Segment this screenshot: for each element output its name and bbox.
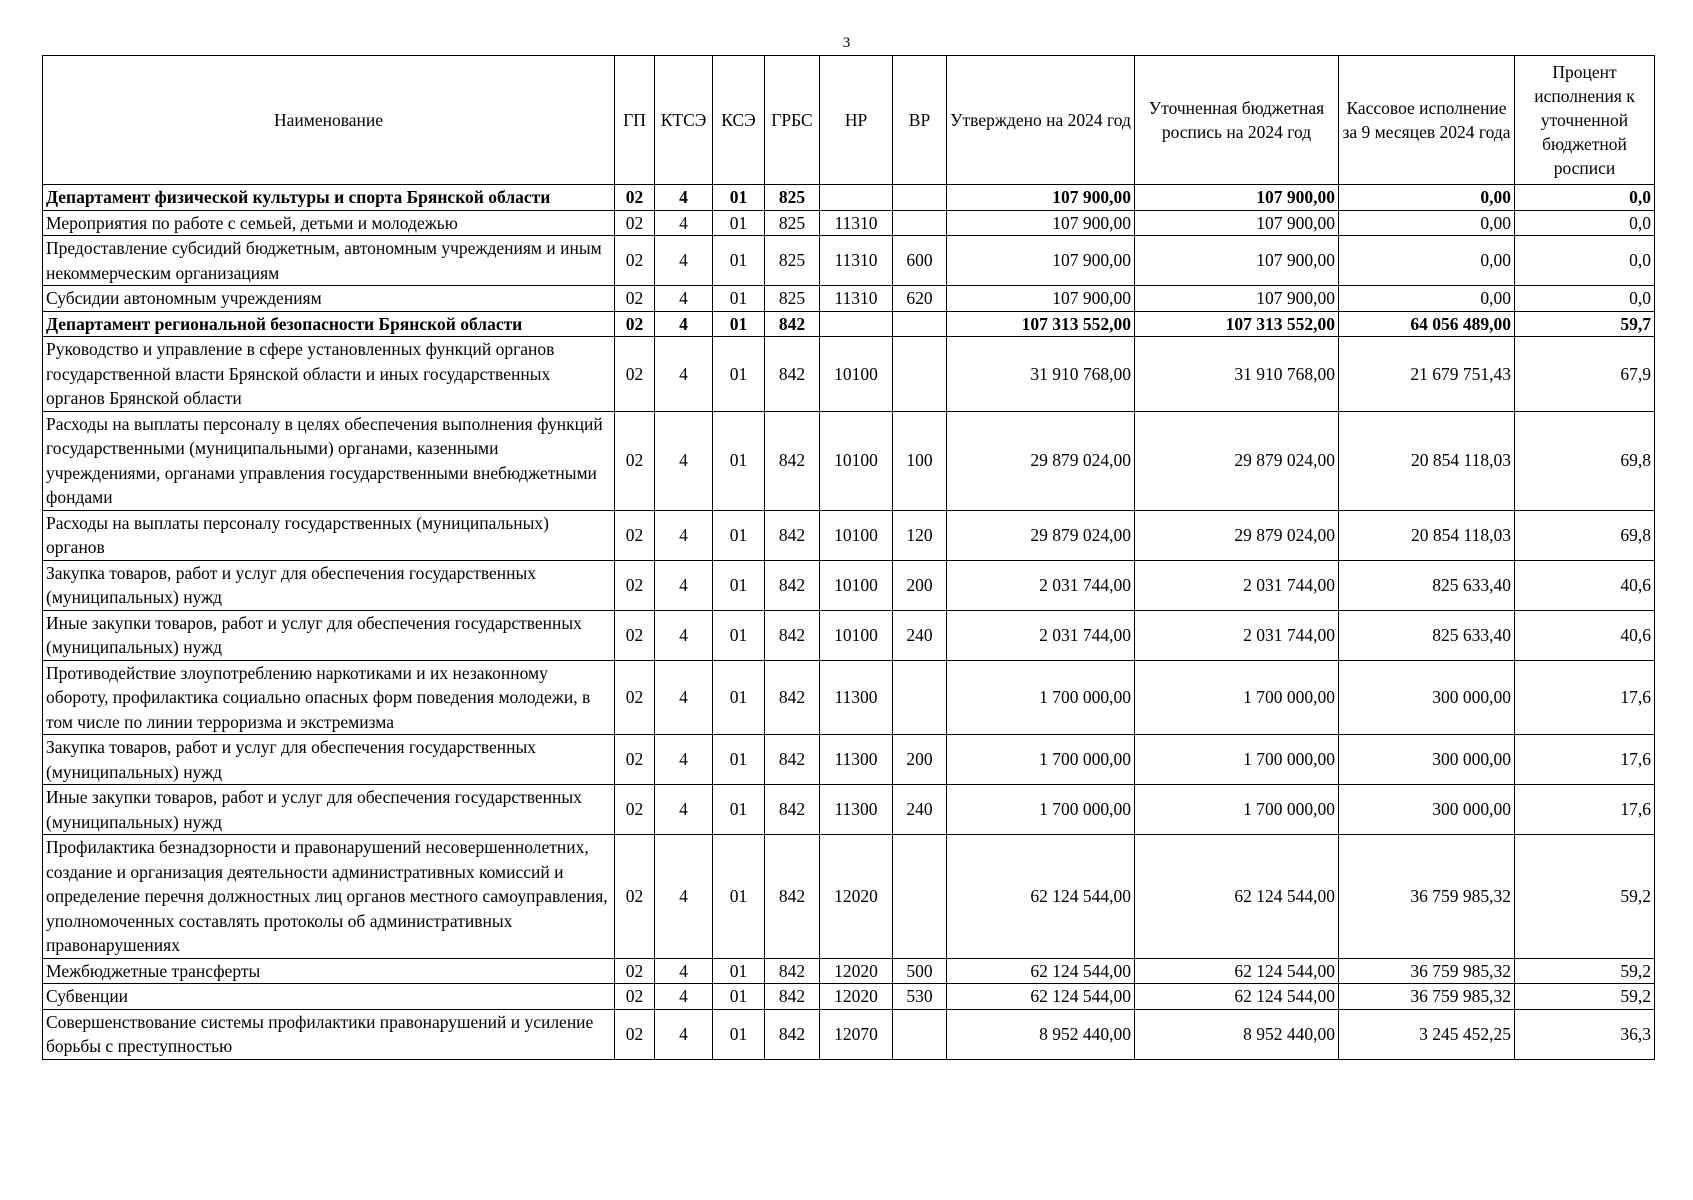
header-approved: Утверждено на 2024 год: [947, 56, 1135, 185]
cell-percent: 59,2: [1515, 958, 1655, 984]
cell-vr: [893, 185, 947, 211]
table-row: [43, 785, 1655, 835]
cell-approved: 29 879 024,00: [947, 510, 1135, 560]
cell-name: Расходы на выплаты персоналу в целях обеспечения выполнения функций государственными (муниципальными) органами, казенными учреждениями, органами управления государственными внебюджетными фондами: [43, 411, 615, 510]
cell-gp: 02: [615, 185, 655, 211]
cell-vr: 120: [893, 510, 947, 560]
cell-refined: 62 124 544,00: [1135, 984, 1339, 1010]
cell-grbs: 842: [765, 610, 820, 660]
cell-name: Субсидии автономным учреждениям: [43, 286, 615, 312]
cell-ktse: 4: [655, 185, 713, 211]
cell-approved: 107 900,00: [947, 286, 1135, 312]
table-row: [43, 1009, 1655, 1059]
header-vr: ВР: [893, 56, 947, 185]
cell-grbs: 825: [765, 236, 820, 286]
cell-approved: 1 700 000,00: [947, 660, 1135, 735]
table-row: [43, 411, 1655, 510]
cell-kse: 01: [713, 185, 765, 211]
cell-refined: 107 313 552,00: [1135, 311, 1339, 337]
cell-name: Межбюджетные трансферты: [43, 958, 615, 984]
cell-gp: 02: [615, 610, 655, 660]
cell-kse: 01: [713, 610, 765, 660]
cell-gp: 02: [615, 337, 655, 412]
cell-kse: 01: [713, 958, 765, 984]
table-row: [43, 510, 1655, 560]
cell-refined: 2 031 744,00: [1135, 610, 1339, 660]
cell-name: Руководство и управление в сфере установленных функций органов государственной власти Брянской области и иных государственных органов Брянской области: [43, 337, 615, 412]
cell-kse: 01: [713, 1009, 765, 1059]
cell-grbs: 842: [765, 958, 820, 984]
cell-grbs: 842: [765, 1009, 820, 1059]
cell-ktse: 4: [655, 236, 713, 286]
cell-nr: 12020: [820, 984, 893, 1010]
cell-approved: 107 900,00: [947, 210, 1135, 236]
cell-nr: 12070: [820, 1009, 893, 1059]
header-gp: ГП: [615, 56, 655, 185]
cell-nr: 11310: [820, 210, 893, 236]
cell-cash: 36 759 985,32: [1339, 984, 1515, 1010]
cell-percent: 69,8: [1515, 411, 1655, 510]
cell-percent: 59,7: [1515, 311, 1655, 337]
table-body: [43, 185, 1655, 1060]
cell-grbs: 825: [765, 286, 820, 312]
cell-grbs: 825: [765, 185, 820, 211]
cell-refined: 107 900,00: [1135, 210, 1339, 236]
cell-kse: 01: [713, 286, 765, 312]
cell-approved: 62 124 544,00: [947, 958, 1135, 984]
cell-nr: 11310: [820, 286, 893, 312]
cell-name: Иные закупки товаров, работ и услуг для обеспечения государственных (муниципальных) нужд: [43, 610, 615, 660]
cell-name: Противодействие злоупотреблению наркотиками и их незаконному обороту, профилактика социально опасных форм поведения молодежи, в том числе по линии терроризма и экстремизма: [43, 660, 615, 735]
cell-ktse: 4: [655, 958, 713, 984]
table-row: [43, 660, 1655, 735]
cell-nr: [820, 185, 893, 211]
cell-grbs: 842: [765, 337, 820, 412]
cell-nr: [820, 311, 893, 337]
cell-vr: 240: [893, 610, 947, 660]
cell-approved: 31 910 768,00: [947, 337, 1135, 412]
cell-approved: 107 900,00: [947, 185, 1135, 211]
cell-vr: 600: [893, 236, 947, 286]
cell-vr: [893, 660, 947, 735]
header-cash: Кассовое исполнение за 9 месяцев 2024 года: [1339, 56, 1515, 185]
cell-nr: 11300: [820, 785, 893, 835]
cell-refined: 29 879 024,00: [1135, 510, 1339, 560]
table-row: [43, 835, 1655, 959]
cell-ktse: 4: [655, 560, 713, 610]
header-row: [43, 56, 1655, 185]
cell-cash: 21 679 751,43: [1339, 337, 1515, 412]
cell-nr: 11300: [820, 735, 893, 785]
cell-percent: 17,6: [1515, 735, 1655, 785]
cell-name: Департамент физической культуры и спорта Брянской области: [43, 185, 615, 211]
cell-percent: 69,8: [1515, 510, 1655, 560]
cell-nr: 10100: [820, 610, 893, 660]
cell-vr: 240: [893, 785, 947, 835]
cell-grbs: 842: [765, 735, 820, 785]
table-row: [43, 286, 1655, 312]
cell-cash: 300 000,00: [1339, 660, 1515, 735]
cell-refined: 29 879 024,00: [1135, 411, 1339, 510]
cell-gp: 02: [615, 510, 655, 560]
cell-ktse: 4: [655, 660, 713, 735]
cell-ktse: 4: [655, 835, 713, 959]
page-number: 3: [842, 35, 851, 51]
cell-vr: 200: [893, 735, 947, 785]
cell-cash: 64 056 489,00: [1339, 311, 1515, 337]
cell-vr: [893, 311, 947, 337]
cell-name: Профилактика безнадзорности и правонарушений несовершеннолетних, создание и организация деятельности административных комиссий и определение перечня должностных лиц органов местного самоуправления, уполномоченных составлять протоколы об административных правонарушениях: [43, 835, 615, 959]
cell-gp: 02: [615, 236, 655, 286]
cell-ktse: 4: [655, 286, 713, 312]
cell-vr: [893, 337, 947, 412]
cell-percent: 17,6: [1515, 785, 1655, 835]
cell-approved: 2 031 744,00: [947, 610, 1135, 660]
cell-percent: 0,0: [1515, 210, 1655, 236]
cell-refined: 2 031 744,00: [1135, 560, 1339, 610]
cell-kse: 01: [713, 660, 765, 735]
cell-grbs: 842: [765, 411, 820, 510]
cell-approved: 1 700 000,00: [947, 785, 1135, 835]
cell-kse: 01: [713, 984, 765, 1010]
cell-approved: 8 952 440,00: [947, 1009, 1135, 1059]
cell-cash: 0,00: [1339, 286, 1515, 312]
cell-gp: 02: [615, 835, 655, 959]
cell-cash: 300 000,00: [1339, 735, 1515, 785]
table-row: [43, 610, 1655, 660]
cell-cash: 300 000,00: [1339, 785, 1515, 835]
cell-cash: 20 854 118,03: [1339, 510, 1515, 560]
cell-name: Совершенствование системы профилактики правонарушений и усиление борьбы с преступностью: [43, 1009, 615, 1059]
cell-name: Субвенции: [43, 984, 615, 1010]
cell-cash: 0,00: [1339, 185, 1515, 211]
cell-nr: 10100: [820, 411, 893, 510]
cell-kse: 01: [713, 311, 765, 337]
cell-refined: 107 900,00: [1135, 236, 1339, 286]
table-row: [43, 984, 1655, 1010]
table-row: [43, 560, 1655, 610]
cell-gp: 02: [615, 984, 655, 1010]
cell-ktse: 4: [655, 1009, 713, 1059]
cell-approved: 107 313 552,00: [947, 311, 1135, 337]
cell-refined: 62 124 544,00: [1135, 958, 1339, 984]
cell-nr: 10100: [820, 510, 893, 560]
cell-name: Расходы на выплаты персоналу государственных (муниципальных) органов: [43, 510, 615, 560]
cell-ktse: 4: [655, 735, 713, 785]
cell-grbs: 842: [765, 984, 820, 1010]
cell-nr: 10100: [820, 560, 893, 610]
cell-cash: 36 759 985,32: [1339, 835, 1515, 959]
cell-nr: 12020: [820, 958, 893, 984]
table-row: [43, 311, 1655, 337]
cell-name: Закупка товаров, работ и услуг для обеспечения государственных (муниципальных) нужд: [43, 560, 615, 610]
cell-grbs: 842: [765, 560, 820, 610]
cell-nr: 11310: [820, 236, 893, 286]
cell-kse: 01: [713, 835, 765, 959]
cell-vr: [893, 210, 947, 236]
cell-name: Иные закупки товаров, работ и услуг для обеспечения государственных (муниципальных) нужд: [43, 785, 615, 835]
header-name: Наименование: [43, 56, 615, 185]
cell-approved: 2 031 744,00: [947, 560, 1135, 610]
cell-name: Закупка товаров, работ и услуг для обеспечения государственных (муниципальных) нужд: [43, 735, 615, 785]
cell-grbs: 842: [765, 660, 820, 735]
table-row: [43, 958, 1655, 984]
cell-ktse: 4: [655, 510, 713, 560]
cell-kse: 01: [713, 210, 765, 236]
table-row: [43, 735, 1655, 785]
cell-refined: 1 700 000,00: [1135, 660, 1339, 735]
table-row: [43, 185, 1655, 211]
cell-gp: 02: [615, 560, 655, 610]
cell-cash: 825 633,40: [1339, 560, 1515, 610]
cell-percent: 0,0: [1515, 185, 1655, 211]
cell-ktse: 4: [655, 785, 713, 835]
header-ktse: КТСЭ: [655, 56, 713, 185]
cell-approved: 29 879 024,00: [947, 411, 1135, 510]
cell-grbs: 842: [765, 311, 820, 337]
cell-vr: 530: [893, 984, 947, 1010]
cell-ktse: 4: [655, 610, 713, 660]
table-row: [43, 236, 1655, 286]
cell-nr: 12020: [820, 835, 893, 959]
table-row: [43, 337, 1655, 412]
cell-gp: 02: [615, 411, 655, 510]
cell-vr: 500: [893, 958, 947, 984]
cell-vr: 200: [893, 560, 947, 610]
cell-kse: 01: [713, 510, 765, 560]
cell-percent: 59,2: [1515, 984, 1655, 1010]
cell-kse: 01: [713, 337, 765, 412]
cell-ktse: 4: [655, 984, 713, 1010]
cell-cash: 3 245 452,25: [1339, 1009, 1515, 1059]
cell-nr: 11300: [820, 660, 893, 735]
cell-gp: 02: [615, 958, 655, 984]
cell-ktse: 4: [655, 210, 713, 236]
cell-percent: 0,0: [1515, 286, 1655, 312]
cell-cash: 825 633,40: [1339, 610, 1515, 660]
cell-kse: 01: [713, 735, 765, 785]
cell-percent: 40,6: [1515, 610, 1655, 660]
header-nr: НР: [820, 56, 893, 185]
header-kse: КСЭ: [713, 56, 765, 185]
cell-gp: 02: [615, 311, 655, 337]
cell-percent: 59,2: [1515, 835, 1655, 959]
cell-refined: 1 700 000,00: [1135, 735, 1339, 785]
cell-gp: 02: [615, 660, 655, 735]
cell-vr: [893, 1009, 947, 1059]
cell-percent: 67,9: [1515, 337, 1655, 412]
cell-ktse: 4: [655, 411, 713, 510]
cell-gp: 02: [615, 735, 655, 785]
cell-kse: 01: [713, 785, 765, 835]
cell-percent: 40,6: [1515, 560, 1655, 610]
cell-vr: [893, 835, 947, 959]
cell-refined: 31 910 768,00: [1135, 337, 1339, 412]
cell-gp: 02: [615, 1009, 655, 1059]
cell-approved: 107 900,00: [947, 236, 1135, 286]
cell-name: Мероприятия по работе с семьей, детьми и молодежью: [43, 210, 615, 236]
cell-gp: 02: [615, 785, 655, 835]
cell-gp: 02: [615, 210, 655, 236]
cell-ktse: 4: [655, 311, 713, 337]
cell-refined: 62 124 544,00: [1135, 835, 1339, 959]
cell-cash: 36 759 985,32: [1339, 958, 1515, 984]
cell-refined: 1 700 000,00: [1135, 785, 1339, 835]
cell-approved: 1 700 000,00: [947, 735, 1135, 785]
cell-approved: 62 124 544,00: [947, 835, 1135, 959]
cell-cash: 20 854 118,03: [1339, 411, 1515, 510]
header-refined: Уточненная бюджетная роспись на 2024 год: [1135, 56, 1339, 185]
cell-refined: 107 900,00: [1135, 286, 1339, 312]
cell-grbs: 825: [765, 210, 820, 236]
cell-name: Предоставление субсидий бюджетным, автономным учреждениям и иным некоммерческим организациям: [43, 236, 615, 286]
cell-grbs: 842: [765, 510, 820, 560]
cell-refined: 8 952 440,00: [1135, 1009, 1339, 1059]
header-percent: Процент исполнения к уточненной бюджетной росписи: [1515, 56, 1655, 185]
cell-gp: 02: [615, 286, 655, 312]
cell-kse: 01: [713, 411, 765, 510]
cell-vr: 620: [893, 286, 947, 312]
cell-kse: 01: [713, 236, 765, 286]
cell-refined: 107 900,00: [1135, 185, 1339, 211]
cell-grbs: 842: [765, 785, 820, 835]
table-row: [43, 210, 1655, 236]
cell-ktse: 4: [655, 337, 713, 412]
cell-cash: 0,00: [1339, 236, 1515, 286]
budget-table: [42, 55, 1655, 1060]
cell-percent: 17,6: [1515, 660, 1655, 735]
cell-name: Департамент региональной безопасности Брянской области: [43, 311, 615, 337]
cell-cash: 0,00: [1339, 210, 1515, 236]
cell-percent: 36,3: [1515, 1009, 1655, 1059]
cell-vr: 100: [893, 411, 947, 510]
cell-percent: 0,0: [1515, 236, 1655, 286]
cell-kse: 01: [713, 560, 765, 610]
cell-approved: 62 124 544,00: [947, 984, 1135, 1010]
cell-nr: 10100: [820, 337, 893, 412]
cell-grbs: 842: [765, 835, 820, 959]
header-grbs: ГРБС: [765, 56, 820, 185]
